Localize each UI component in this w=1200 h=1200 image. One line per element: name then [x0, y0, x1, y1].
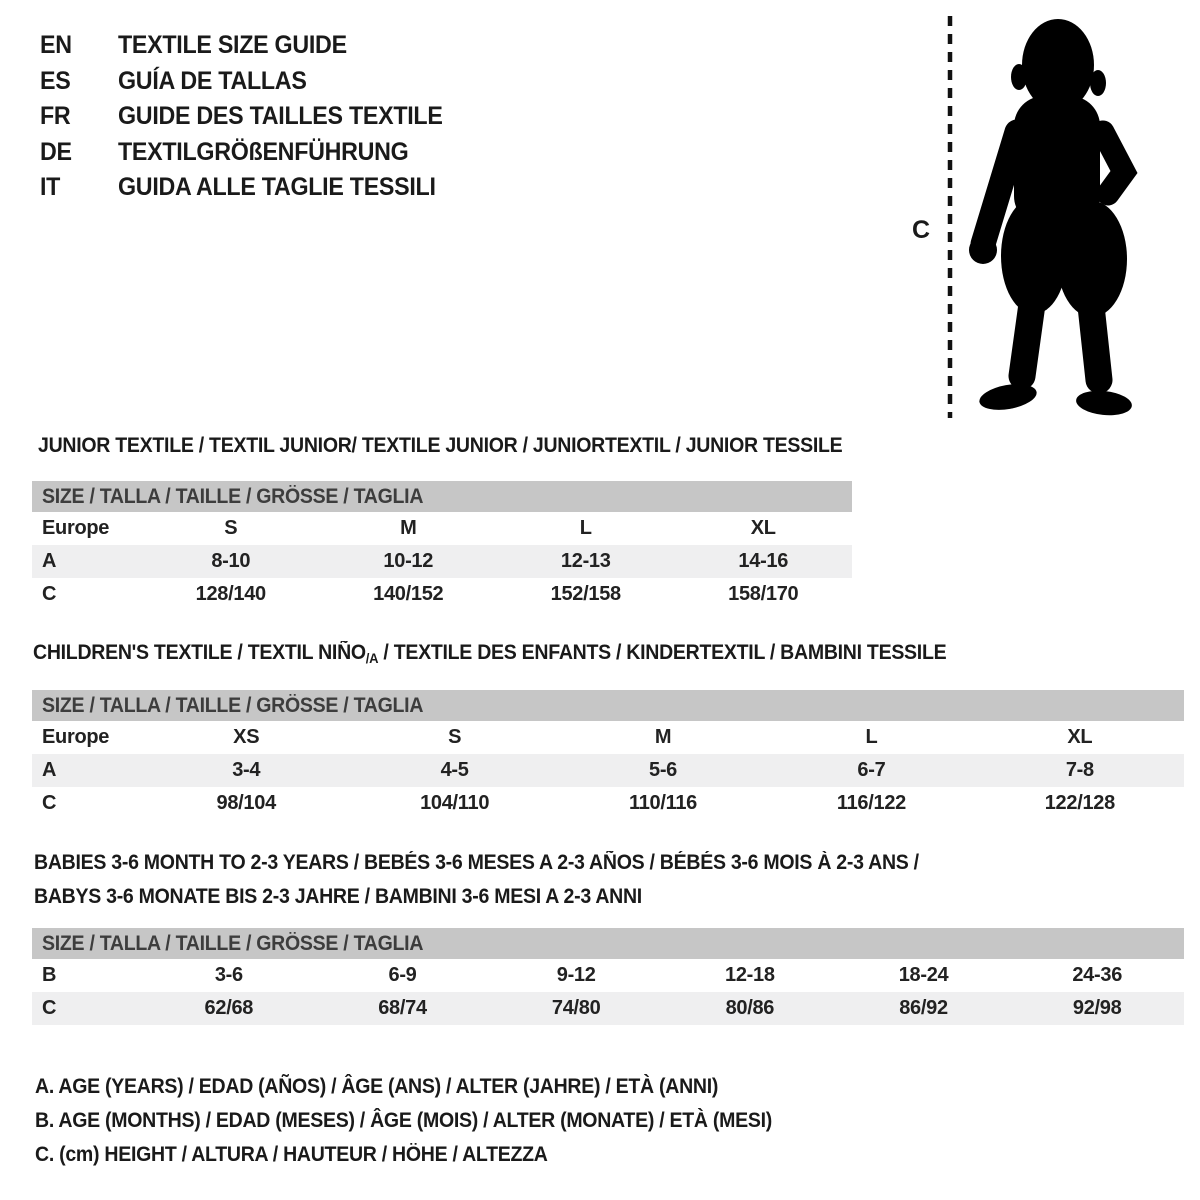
height-cell: 74/80 — [551, 997, 601, 1019]
size-cell: XL — [1067, 726, 1093, 748]
row-label: A — [42, 550, 57, 572]
table-row-age — [32, 754, 1184, 787]
language-row — [40, 64, 467, 100]
children-section-title-text: CHILDREN'S TEXTILE / TEXTIL $NIÑO_{/A}$ / TEXTILE DES ENFANTS / KINDERTEXTIL / BAMBINI TESSILE — [33, 641, 947, 666]
table-row-europe — [32, 512, 852, 545]
months-cell: 9-12 — [556, 964, 596, 986]
language-row — [40, 99, 467, 135]
babies-section-title — [34, 846, 985, 914]
height-cell: 86/92 — [899, 997, 948, 1019]
age-cell: 4-5 — [440, 759, 469, 781]
table-row-height — [32, 578, 852, 611]
height-measure-dashed-line — [946, 16, 954, 418]
children-section-title — [33, 641, 1015, 666]
height-cell: 128/140 — [195, 583, 266, 605]
babies-title-line2: BABYS 3-6 MONATE BIS 2-3 JAHRE / BAMBINI 3-6 MESI A 2-3 ANNI — [34, 885, 642, 908]
language-row — [40, 170, 467, 206]
size-cell: S — [448, 726, 462, 748]
size-cell: M — [654, 726, 672, 748]
height-cell: 98/104 — [216, 792, 276, 814]
language-label: GUIDA ALLE TAGLIE TESSILI — [118, 173, 436, 202]
months-cell: 24-36 — [1072, 964, 1123, 986]
height-cell: 110/116 — [629, 792, 698, 814]
age-cell: 6-7 — [857, 759, 886, 781]
size-header-text: SIZE / TALLA / TAILLE / GRÖSSE / TAGLIA — [42, 693, 424, 717]
size-header-bar — [32, 928, 1184, 959]
language-code: DE — [40, 137, 72, 166]
size-header-bar — [32, 481, 852, 512]
junior-section-title — [38, 434, 903, 458]
language-title-list — [40, 28, 467, 206]
babies-size-table — [32, 928, 1184, 1025]
size-header-text: SIZE / TALLA / TAILLE / GRÖSSE / TAGLIA — [42, 931, 424, 955]
language-code: FR — [40, 102, 71, 131]
language-label: TEXTILGRÖßENFÜHRUNG — [118, 137, 409, 166]
row-label: Europe — [42, 726, 110, 748]
language-code: ES — [40, 66, 71, 95]
row-label: C — [42, 997, 57, 1019]
height-cell: 152/158 — [550, 583, 621, 605]
babies-title-line1: BABIES 3-6 MONTH TO 2-3 YEARS / BEBÉS 3-6 MESES A 2-3 AÑOS / BÉBÉS 3-6 MOIS À 2-3 ANS / — [34, 851, 919, 874]
age-cell: 10-12 — [383, 550, 434, 572]
row-label: C — [42, 792, 57, 814]
legend-line-c: C. (cm) HEIGHT / ALTURA / HAUTEUR / HÖHE / ALTEZZA — [35, 1143, 548, 1166]
age-cell: 3-4 — [232, 759, 261, 781]
children-size-table — [32, 690, 1184, 820]
language-row — [40, 135, 467, 171]
height-cell: 116/122 — [836, 792, 906, 814]
age-cell: 5-6 — [649, 759, 678, 781]
height-cell: 158/170 — [728, 583, 799, 605]
height-cell: 80/86 — [725, 997, 775, 1019]
height-cell: 92/98 — [1072, 997, 1122, 1019]
height-cell: 104/110 — [420, 792, 490, 814]
months-cell: 6-9 — [388, 964, 417, 986]
language-row — [40, 28, 467, 64]
legend-line-a: A. AGE (YEARS) / EDAD (AÑOS) / ÂGE (ANS) / ALTER (JAHRE) / ETÀ (ANNI) — [35, 1075, 719, 1098]
table-row-height — [32, 992, 1184, 1025]
size-cell: XS — [233, 726, 260, 748]
row-label: B — [42, 964, 57, 986]
table-row-europe — [32, 721, 1184, 754]
row-label: C — [42, 583, 57, 605]
size-cell: L — [865, 726, 878, 748]
age-cell: 12-13 — [560, 550, 611, 572]
nino-a-subscript: /A — [365, 650, 379, 666]
junior-section-title-text: JUNIOR TEXTILE / TEXTIL JUNIOR/ TEXTILE JUNIOR / JUNIORTEXTIL / JUNIOR TESSILE — [38, 434, 843, 457]
height-cell: 62/68 — [204, 997, 254, 1019]
row-label: Europe — [42, 517, 110, 539]
size-cell: S — [224, 517, 238, 539]
table-row-age — [32, 545, 852, 578]
table-row-height — [32, 787, 1184, 820]
table-row-months — [32, 959, 1184, 992]
age-cell: 14-16 — [738, 550, 789, 572]
row-label: A — [42, 759, 57, 781]
size-cell: L — [579, 517, 592, 539]
language-label: GUIDE DES TAILLES TEXTILE — [118, 102, 443, 131]
size-cell: XL — [750, 517, 776, 539]
size-header-bar — [32, 690, 1184, 721]
language-code: IT — [40, 173, 61, 202]
legend-line-b: B. AGE (MONTHS) / EDAD (MESES) / ÂGE (MOIS) / ALTER (MONATE) / ETÀ (MESI) — [35, 1109, 772, 1132]
height-cell: 140/152 — [373, 583, 444, 605]
months-cell: 18-24 — [898, 964, 949, 986]
size-cell: M — [400, 517, 417, 539]
language-label: TEXTILE SIZE GUIDE — [118, 31, 347, 60]
language-label: GUÍA DE TALLAS — [118, 66, 307, 95]
baby-silhouette-icon — [958, 14, 1153, 422]
junior-size-table — [32, 481, 852, 611]
measure-label-c: C — [912, 216, 930, 244]
height-cell: 122/128 — [1044, 792, 1115, 814]
months-cell: 12-18 — [725, 964, 775, 986]
months-cell: 3-6 — [214, 964, 243, 986]
age-cell: 8-10 — [211, 550, 251, 572]
language-code: EN — [40, 31, 72, 60]
height-cell: 68/74 — [378, 997, 427, 1019]
size-header-text: SIZE / TALLA / TAILLE / GRÖSSE / TAGLIA — [42, 484, 424, 508]
legend — [35, 1070, 827, 1172]
age-cell: 7-8 — [1065, 759, 1094, 781]
